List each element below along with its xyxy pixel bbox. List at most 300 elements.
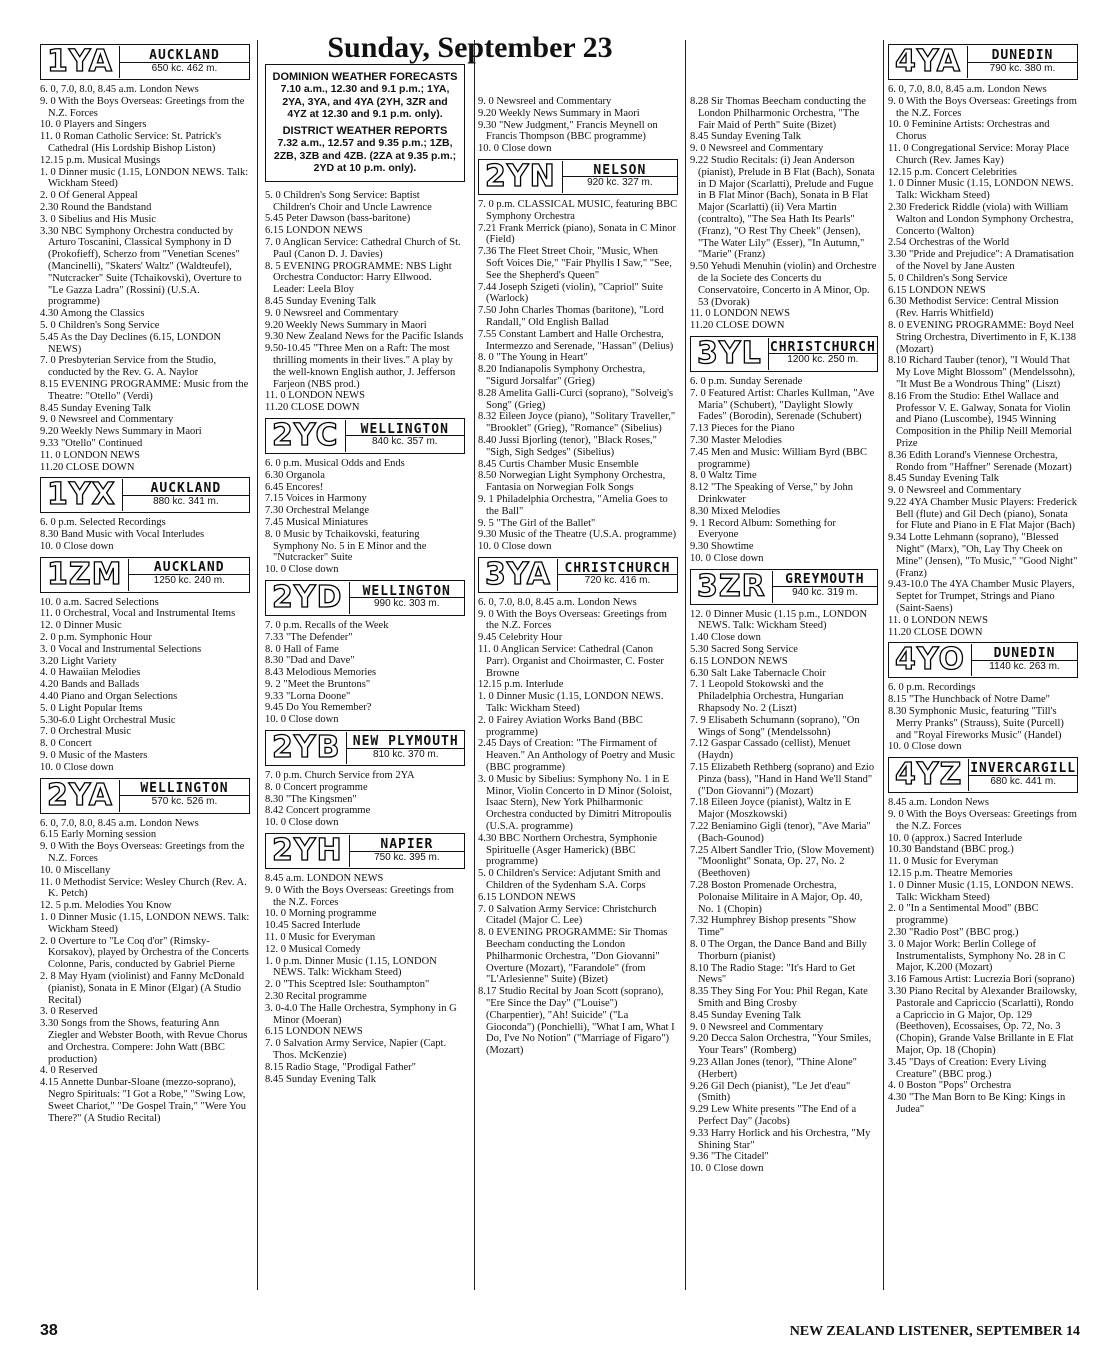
programme-entry: 8.50 Norwegian Light Symphony Orchestra, Fantasia on Norwegian Folk Songs [478,470,666,494]
programme-entry: 12. 0 Dinner Music [40,620,122,632]
programme-entry: 2. 0 Fairey Aviation Works Band (BBC programme) [478,714,643,738]
programme-entry: 10. 0 Close down [265,714,339,726]
programme-entry: 11. 0 LONDON NEWS [690,308,790,320]
station-city: WELLINGTON [346,424,464,437]
station-city: WELLINGTON [350,586,465,599]
station-frequency: 1140 kc. 263 m. [989,660,1060,672]
programme-list-2ya [40,818,250,1125]
programme-entry: 9.33 Harry Horlick and his Orchestra, "My Shining Star" [690,1127,871,1151]
station-city: INVERCARGILL [970,760,1077,776]
programme-entry: 8.20 Indianapolis Symphony Orchestra, "Sigurd Jorsalfar" (Grieg) [478,364,646,387]
programme-entry: 7. 9 Elisabeth Schumann (soprano), "On Wings of Song" (Mendelssohn) [690,714,860,738]
programme-entry: 7. 0 Salvation Army Service: Christchurch Citadel (Major C. Lee) [478,903,657,927]
station-city: NELSON [563,165,677,178]
programme-entry: 11. 0 Methodist Service: Wesley Church (Rev. A. K. Petch) [40,876,247,900]
programme-entry: 10. 0 Close down [690,1163,764,1175]
programme-entry: 8.45 Sunday Evening Talk [265,295,377,307]
station-frequency: 990 kc. 303 m. [373,598,440,610]
station-city: NAPIER [350,839,464,852]
programme-entry: 5. 0 Children's Song Service [888,272,1008,284]
programme-entry: 7.44 Joseph Szigeti (violin), "Capriol" Suite (Warlock) [478,281,664,305]
programme-entry: 8. 5 EVENING PROGRAMME: NBS Light Orchestra Conductor: Harry Ellwood. Leader: Leela Bloy [265,260,452,296]
programme-entry: 10. 0 Close down [888,741,962,753]
programme-entry: 6. 0 p.m. Musical Odds and Ends [265,457,405,469]
station-header-4ya [888,44,1078,80]
programme-entry: 8.43 Melodious Memories [265,667,377,679]
programme-entry: 7.30 Orchestral Melange [265,505,370,517]
programme-entry: 4.30 Among the Classics [40,308,145,320]
programme-entry: 9.26 Gil Dech (pianist), "Le Jet d'eau" (Smith) [690,1080,851,1104]
programme-entry: 12.15 p.m. Interlude [478,679,564,691]
programme-entry: 9. 0 Music of the Masters [40,750,148,762]
programme-entry: 3.30 NBC Symphony Orchestra conducted by Arturo Toscanini, Classical Symphony in D (Prokofieff), Scherzo from "Venetian Scenes" (Mancinelli), "Skaters' Waltz" (Waldteufel), "Nutcracker" Suite (Tchaikovski), Overture to "Le Gazza Ladra" (Rossini) (U.S.A. programme) [40,225,242,308]
programme-entry: 11. 0 Anglican Service: Cathedral (Canon Parr). Organist and Choirmaster, C. Foster Browne [478,644,664,679]
programme-entry: 9. 1 Philadelphia Orchestra, "Amelia Goes to the Ball" [478,493,668,517]
station-call: 2YD [266,582,350,614]
programme-entry: 8.16 From the Studio: Ethel Wallace and Professor V. E. Galway, Sonata for Violin and Piano (Luscombe), 1945 Winning Composition in the Philip Neill Memorial Prize [888,390,1072,449]
station-frequency: 940 kc. 319 m. [792,587,858,599]
station-city: DUNEDIN [972,648,1077,661]
programme-entry: 8.45 Sunday Evening Talk [888,473,1000,485]
station-header-3zr [690,569,878,605]
station-header-2ya [40,778,250,814]
programme-entry: 7.45 Musical Miniatures [265,516,368,528]
programme-entry: 9. 0 Newsreel and Commentary [478,96,612,107]
station-call: 1ZM [41,559,129,591]
programme-entry: 7.32 Humphrey Bishop presents "Show Time" [690,915,857,939]
programme-entry: 7. 0 Featured Artist: Charles Kullman, "Ave Maria" (Schubert), "Daylight Slowly Fades" (Borodin), Serenade (Schubert) [690,387,875,423]
programme-entry: 6. 0, 7.0, 8.0, 8.45 a.m. London News [40,817,199,829]
programme-entry: 9.34 Lotte Lehmann (soprano), "Blessed Night" (Marx), "Oh, Lay Thy Cheek on Mine" (Jensen), "To Music," "Good Night" (Franz) [888,532,1078,579]
programme-list-2yd [265,620,465,726]
programme-entry: 8. 0 Waltz Time [690,470,757,482]
programme-entry: 10. 0 Players and Singers [40,119,147,131]
newspaper-page [40,31,1080,1339]
programme-entry: 8.30 Symphonic Music, featuring "Till's Merry Pranks" (Strauss), Suite (Purcell) and "Royal Fireworks Music" (Handel) [888,706,1064,741]
station-header-1ya [40,44,250,80]
programme-entry: 11.20 CLOSE DOWN [888,626,983,638]
programme-entry: 12.15 p.m. Musical Musings [40,154,161,166]
programme-entry: 8.15 "The Hunchback of Notre Dame" [888,694,1050,706]
column-1 [40,40,250,1124]
programme-entry: 2. 0 p.m. Symphonic Hour [40,632,152,644]
station-frequency: 680 kc. 441 m. [990,775,1056,787]
programme-entry: 3. 0 Sibelius and His Music [40,213,157,225]
programme-entry: 11. 0 Orchestral, Vocal and Instrumental Items [40,608,236,620]
programme-entry: 9. 0 With the Boys Overseas: Greetings from the N.Z. Forces [265,884,454,908]
programme-entry: 3.30 "Pride and Prejudice": A Dramatisation of the Novel by Jane Austen [888,249,1074,272]
column-rule [883,40,884,1290]
programme-entry: 8.45 Sunday Evening Talk [40,402,152,414]
programme-entry: 2. 8 May Hyam (violinist) and Fanny McDonald (pianist), Sonata in E Minor (Elgar) (A Studio Recital) [40,971,245,1006]
programme-entry: 3. 0 Major Work: Berlin College of Instrumentalists, Symphony No. 28 in C Major, K.200 (Mozart) [888,938,1066,974]
programme-entry: 10.30 Bandstand (BBC prog.) [888,844,1014,856]
programme-entry: 9. 2 "Meet the Bruntons" [265,678,371,690]
station-header-2yn [478,159,678,195]
programme-entry: 7.21 Frank Merrick (piano), Sonata in C Minor (Field) [478,222,677,246]
programme-entry: 7.55 Constant Lambert and Halle Orchestra, Intermezzo and Serenade, "Hassan" (Delius) [478,328,674,352]
station-call: 3YL [691,338,769,370]
programme-entry: 8.28 Sir Thomas Beecham conducting the London Philharmonic Orchestra, "The Fair Maid of Perth" Suite (Bizet) [690,96,866,131]
programme-entry: 8. 0 Concert programme [265,781,368,793]
programme-entry: 4.40 Piano and Organ Selections [40,691,178,703]
programme-entry: 6. 0, 7.0, 8.0, 8.45 a.m. London News [40,84,199,95]
programme-entry: 7. 0 Presbyterian Service from the Studio, conducted by the Rev. G. A. Naylor [40,355,217,379]
programme-entry: 10. 0 Close down [478,541,552,553]
station-frequency: 880 kc. 341 m. [153,495,219,507]
station-header-2yc [265,418,465,454]
programme-list-1ya [40,84,250,473]
column-rule [257,40,258,1290]
programme-entry: 1.40 Close down [690,632,761,644]
station-call: 1YX [41,479,123,511]
programme-entry: 7.22 Beniamino Gigli (tenor), "Ave Maria" (Bach-Gounod) [690,821,871,844]
programme-entry: 4. 0 Hawaiian Melodies [40,667,141,679]
programme-entry: 7. 0 Anglican Service: Cathedral Church of St. Paul (Canon D. J. Davies) [265,236,461,260]
programme-entry: 7.36 The Fleet Street Choir, "Music, When Soft Voices Die," "Fair Phyllis I Saw," "See, See the Shepherd's Queen" [478,246,672,281]
programme-entry: 6.15 LONDON NEWS [888,284,986,296]
station-call: 4YA [889,46,968,78]
programme-entry: 10. 0 (approx.) Sacred Interlude [888,832,1023,844]
programme-entry: 10. 0 Morning programme [265,908,377,920]
programme-entry: 6.15 LONDON NEWS [265,225,363,237]
station-frequency: 1250 kc. 240 m. [153,575,225,587]
station-city: WELLINGTON [120,783,249,796]
programme-entry: 8.15 Radio Stage, "Prodigal Father" [265,1061,416,1073]
programme-entry: 5. 0 Children's Service: Adjutant Smith and Children of the Sydenham S.A. Corps [478,868,661,892]
programme-entry: 2.30 "Radio Post" (BBC prog.) [888,927,1019,938]
publication-footer: NEW ZEALAND LISTENER, SEPTEMBER 14 [789,1324,1080,1339]
station-frequency: 750 kc. 395 m. [374,851,440,863]
station-call: 2YN [479,161,563,193]
programme-entry: 3. 0 Reserved [40,1006,98,1018]
programme-entry: 6. 0 p.m. Sunday Serenade [690,375,803,387]
programme-list-2yb [265,770,465,829]
programme-entry: 7. 0 p.m. CLASSICAL MUSIC, featuring BBC Symphony Orchestra [478,198,678,222]
programme-list-1yx [40,517,250,552]
station-call: 2YC [266,420,346,452]
programme-entry: 11.20 CLOSE DOWN [265,402,360,414]
programme-entry: 10. 0 Close down [40,540,114,552]
station-city: CHRISTCHURCH [558,563,677,576]
programme-entry: 2. 0 Of General Appeal [40,190,138,202]
programme-entry: 8.30 "The Kingsmen" [265,793,357,805]
station-header-2yh [265,833,465,869]
programme-entry: 9.20 Decca Salon Orchestra, "Your Smiles, Your Tears" (Romberg) [690,1033,872,1057]
programme-entry: 7. 1 Leopold Stokowski and the Philadelphia Orchestra, Hungarian Rhapsody No. 2 (Liszt) [690,679,844,715]
programme-entry: 5. 0 Light Popular Items [40,702,143,714]
programme-entry: 11. 0 Congregational Service: Moray Place Church (Rev. James Kay) [888,142,1069,166]
programme-list-4yo [888,682,1078,753]
programme-entry: 6.15 LONDON NEWS [265,1026,363,1038]
programme-entry: 8. 0 The Organ, the Dance Band and Billy Thorburn (pianist) [690,939,867,962]
programme-entry: 7.12 Gaspar Cassado (cellist), Menuet (Haydn) [690,738,851,762]
programme-entry: 3.20 Light Variety [40,655,117,667]
programme-entry: 5.30-6.0 Light Orchestral Music [40,714,176,726]
programme-entry: 7.13 Pieces for the Piano [690,423,795,435]
programme-entry: 6.30 Organola [265,469,325,481]
programme-entry: 8.30 Band Music with Vocal Interludes [40,529,205,541]
programme-entry: 6.30 Methodist Service: Central Mission (Rev. Harris Whitfield) [888,296,1059,320]
programme-entry: 2. 0 "This Sceptred Isle: Southampton" [265,979,430,991]
programme-entry: 3.45 "Days of Creation: Every Living Creature" (BBC prog.) [888,1056,1047,1080]
programme-entry: 6. 0 p.m. Selected Recordings [40,517,166,529]
programme-entry: 2.30 Frederick Riddle (viola) with William Walton and London Symphony Orchestra, Concerto (Walton) [888,201,1074,237]
programme-entry: 5.30 Sacred Song Service [690,644,798,656]
programme-entry: 7.18 Eileen Joyce (pianist), Waltz in E Major (Moszkowski) [690,797,852,821]
programme-entry: 6.15 LONDON NEWS [690,655,788,667]
programme-list-4yz [888,797,1078,1116]
programme-entry: 7.25 Albert Sandler Trio, (Slow Movement) "Moonlight" Sonata, Op. 27, No. 2 (Beethoven) [690,844,875,880]
programme-entry: 11.20 CLOSE DOWN [40,461,135,473]
programme-entry: 10. 0 Close down [478,143,552,155]
programme-entry: 9.23 Allan Jones (tenor), "Thine Alone" (Herbert) [690,1056,857,1080]
programme-entry: 10.45 Sacred Interlude [265,920,361,932]
programme-entry: 9.50 Yehudi Menuhin (violin) and Orchestre de la Societe des Concerts du Conservatoire, Concerto in A Minor, Op. 53 (Dvorak) [690,261,877,308]
programme-entry: 12.15 p.m. Concert Celebrities [888,166,1017,178]
programme-entry: 9. 1 Record Album: Something for Everyone [690,517,836,541]
programme-entry: 9.22 4YA Chamber Music Players: Frederick Bell (flute) and Gil Dech (piano), Sonata for Flute and Piano in E Flat Major (Bach) [888,496,1077,532]
programme-entry: 7.45 Men and Music: William Byrd (BBC programme) [690,446,868,470]
station-city: AUCKLAND [123,483,249,496]
programme-entry: 8.42 Concert programme [265,805,371,817]
programme-entry: 9. 0 Newsreel and Commentary [690,1021,824,1033]
programme-entry: 6. 0, 7.0, 8.0, 8.45 a.m. London News [478,596,637,608]
programme-entry: 11. 0 Roman Catholic Service: St. Patrick's Cathedral (His Lordship Bishop Liston) [40,131,222,154]
page-number: 38 [40,1322,58,1339]
programme-entry: 7.28 Boston Promenade Orchestra, Polonaise Militaire in A Major, Op. 40, No. 1 (Chopin) [690,880,863,915]
programme-entry: 9.29 Lew White presents "The End of a Perfect Day" (Jacobs) [690,1104,857,1127]
programme-entry: 1. 0 Dinner Music (1.15, LONDON NEWS. Talk: Wickham Steed) [888,879,1074,903]
weather-box [265,64,465,182]
programme-entry: 11. 0 LONDON NEWS [888,614,988,626]
programme-entry: 2.30 Round the Bandstand [40,201,152,213]
programme-entry: 9.22 Studio Recitals: (i) Jean Anderson (pianist), Prelude in B Flat (Bach), Sonata in D Major (Scarlatti), Prelude and Fugue in B Flat Minor (Bach), Sonata in B Flat Major (Scarlatti) (ii) Vera Martin (contralto), "The Sea Hath Its Pearls" (Franz), "O Rest Thy Cheek" (Jensen), "The Water Lily" (Esser), "In Autumn," "Marie" (Franz) [690,154,875,261]
programme-entry: 11. 0 Music for Everyman [265,932,376,944]
programme-entry: 10. 0 Close down [40,761,114,773]
station-frequency: 720 kc. 416 m. [584,575,651,587]
station-call: 2YB [266,732,347,764]
programme-entry: 3. 0-4.0 The Halle Orchestra, Symphony in G Minor (Moeran) [265,1002,457,1026]
programme-entry: 9. 0 With the Boys Overseas: Greetings from the N.Z. Forces [888,809,1077,832]
programme-entry: 8.30 "Dad and Dave" [265,655,355,667]
station-city: CHRISTCHURCH [769,339,876,355]
station-header-3yl [690,336,878,372]
programme-entry: 6.15 Early Morning session [40,829,157,841]
column-3 [478,96,678,1057]
programme-entry: 2.45 Days of Creation: "The Firmament of Heaven." An Anthology of Poetry and Music (BBC programme) [478,738,675,774]
station-call: 2YA [41,780,120,812]
programme-entry: 9.43-10.0 The 4YA Chamber Music Players, Septet for Trumpet, Strings and Piano (Saint-Saens) [888,579,1075,615]
programme-entry: 6.45 Encores! [265,481,324,493]
programme-entry: 10. 0 Feminine Artists: Orchestras and Chorus [888,119,1050,143]
station-call: 4YZ [889,759,969,791]
station-frequency: 920 kc. 327 m. [587,177,653,189]
station-city: AUCKLAND [129,562,249,575]
programme-entry: 4.15 Annette Dunbar-Sloane (mezzo-soprano), Negro Spirituals: "I Got a Robe," "Swing Low, Sweet Chariot," "De Gospel Train," "Were You There?" (A Studio Recital) [40,1077,246,1124]
programme-entry: 11. 0 LONDON NEWS [40,449,140,461]
programme-list-2yh [265,873,465,1085]
programme-list-3ya-continued [690,96,878,332]
programme-entry: 12.15 p.m. Theatre Memories [888,868,1013,880]
programme-entry: 8. 0 EVENING PROGRAMME: Sir Thomas Beecham conducting the London Philharmonic Orchestra, "Don Giovanni" Overture (Mozart), "Farandole" (from "L'Arlesienne" Suite) (Bizet) [478,927,668,986]
station-frequency: 650 kc. 462 m. [151,62,218,74]
station-city: AUCKLAND [120,50,249,63]
programme-entry: 9.30 Showtime [690,541,754,553]
programme-entry: 8. 0 Concert [40,738,92,750]
programme-entry: 11.20 CLOSE DOWN [690,320,785,332]
programme-list-2yn [478,199,678,553]
programme-entry: 8.35 They Sing For You: Phil Regan, Kate Smith and Bing Crosby [690,986,868,1009]
programme-entry: 8.45 Curtis Chamber Music Ensemble [478,458,639,470]
programme-entry: 3. 0 Music by Sibelius: Symphony No. 1 in E Minor, Violin Concerto in D Minor (Soloist, Isaac Stern), New York Philharmonic Orchestra conducted by Dimitri Mitropoulis (U.S.A. programme) [478,773,673,833]
station-city: GREYMOUTH [773,574,877,587]
programme-entry: 7.15 Voices in Harmony [265,493,367,505]
station-header-2yd [265,580,465,616]
station-call: 4YO [889,644,972,676]
programme-entry: 6. 0 p.m. Recordings [888,682,976,694]
programme-entry: 9.45 Do You Remember? [265,702,372,714]
programme-entry: 10. 0 Close down [265,817,339,829]
programme-list-2ya-continued [265,190,465,414]
programme-entry: 8.45 Sunday Evening Talk [690,131,802,143]
weather-report-text: 7.32 a.m., 12.57 and 9.35 p.m.; 1ZB, 2ZB, 3ZB and 4ZB. (2ZA at 9.35 p.m.; 2YD at 10 p.m. only). [273,137,457,175]
programme-entry: 8.30 Mixed Melodies [690,505,781,517]
station-frequency: 840 kc. 357 m. [371,436,438,448]
programme-entry: 7.50 John Charles Thomas (baritone), "Lord Randall," Old English Ballad [478,305,664,328]
programme-entry: 8. 0 "The Young in Heart" [478,352,588,364]
programme-entry: 12. 5 p.m. Melodies You Know [40,900,172,912]
programme-entry: 9.36 "The Citadel" [690,1151,769,1163]
station-call: 3YA [479,559,558,591]
column-4 [690,96,878,1175]
programme-entry: 7.30 Master Melodies [690,434,782,446]
programme-entry: 8.32 Eileen Joyce (piano), "Solitary Traveller," "Brooklet" (Grieg), "Romance" (Sibelius) [478,411,676,435]
programme-entry: 7.15 Elizabeth Rethberg (soprano) and Ezio Pinza (bass), "Hand in Hand We'll Stand" ("Don Giovanni") (Mozart) [690,762,875,797]
programme-entry: 9. 0 With the Boys Overseas: Greetings from the N.Z. Forces [40,841,245,865]
programme-entry: 2. 0 "In a Sentimental Mood" (BBC programme) [888,903,1039,927]
programme-entry: 6.30 Salt Lake Tabernacle Choir [690,667,826,679]
programme-entry: 9. 0 With the Boys Overseas: Greetings from the N.Z. Forces [888,95,1077,119]
programme-entry: 4. 0 Reserved [40,1065,98,1077]
station-frequency: 570 kc. 526 m. [151,796,218,808]
station-call: 3ZR [691,571,773,603]
programme-entry: 9. 0 With the Boys Overseas: Greetings from the N.Z. Forces [478,608,667,632]
programme-entry: 9. 0 Newsreel and Commentary [265,307,399,319]
programme-entry: 8.10 Richard Tauber (tenor), "I Would That My Love Might Blossom" (Mendelssohn), "It Must Be a Wondrous Thing" (Liszt) [888,355,1075,390]
programme-entry: 2. 0 Overture to "Le Coq d'or" (Rimsky-Korsakov), played by Orchestra of the Concerts Colonne, Paris, conducted by Gabriel Pierne [40,935,249,971]
programme-entry: 5.45 Peter Dawson (bass-baritone) [265,213,411,225]
programme-entry: 1. 0 Dinner music (1.15, LONDON NEWS. Talk: Wickham Steed) [40,166,249,190]
programme-entry: 9. 0 Newsreel and Commentary [690,143,824,155]
programme-entry: 8.45 Sunday Evening Talk [265,1073,377,1085]
programme-entry: 9.33 "Lorna Doone" [265,690,351,702]
station-header-2yb [265,730,465,766]
programme-entry: 11. 0 Music for Everyman [888,856,999,868]
programme-entry: 7.33 "The Defender" [265,631,353,643]
programme-list-2yc [265,458,465,576]
programme-entry: 4.20 Bands and Ballads [40,679,140,691]
programme-entry: 12. 0 Dinner Music (1.15 p.m., LONDON NEWS. Talk: Wickham Steed) [690,608,868,632]
programme-entry: 9. 0 Newsreel and Commentary [888,485,1022,497]
programme-entry: 1. 0 Dinner Music (1.15, LONDON NEWS. Talk: Wickham Steed) [478,691,664,715]
programme-entry: 9.33 "Otello" Continued [40,437,143,449]
programme-entry: 10. 0 Close down [265,564,339,576]
station-header-3ya [478,557,678,593]
programme-list-3yl [690,376,878,565]
programme-entry: 9. 5 "The Girl of the Ballet" [478,517,596,529]
programme-entry: 9. 0 Newsreel and Commentary [40,414,174,426]
programme-entry: 10. 0 Miscellany [40,864,111,876]
programme-entry: 2.54 Orchestras of the World [888,237,1010,249]
station-call: 2YH [266,835,350,867]
programme-entry: 1. 0 p.m. Dinner Music (1.15, LONDON NEWS. Talk: Wickham Steed) [265,955,437,979]
weather-forecast-heading: DOMINION WEATHER FORECASTS [272,70,458,83]
station-header-4yz [888,757,1078,793]
programme-entry: 9.30 Music of the Theatre (U.S.A. programme) [478,529,677,541]
programme-entry: 11. 0 LONDON NEWS [265,390,365,402]
station-header-1yx [40,477,250,513]
programme-entry: 8.12 "The Speaking of Verse," by John Drinkwater [690,482,853,505]
programme-entry: 4.30 "The Man Born to Be King: Kings in Judea" [888,1092,1066,1115]
weather-forecast-text: 7.10 a.m., 12.30 and 9.1 p.m.; 1YA, 2YA, 3YA, and 4YA (2YH, 3ZR and 4YZ at 12.30 and 9.1 p.m. only). [280,83,450,121]
programme-entry: 3. 0 Vocal and Instrumental Selections [40,643,202,655]
programme-list-3zr [690,609,878,1175]
programme-entry: 9.20 Weekly News Summary in Maori [265,319,427,331]
programme-entry: 8.36 Edith Lorand's Viennese Orchestra, Rondo from "Haffner" Serenade (Mozart) [888,449,1072,473]
programme-entry: 8.45 a.m. London News [888,797,989,809]
programme-entry: 7. 0 Salvation Army Service, Napier (Capt. Thos. McKenzie) [265,1038,447,1062]
programme-entry: 8. 0 EVENING PROGRAMME: Boyd Neel String Orchestra, Divertimento in F, K.138 (Mozart) [888,319,1076,355]
programme-entry: 10. 0 a.m. Sacred Selections [40,596,159,608]
programme-entry: 9.30 "New Judgment," Francis Meynell on Francis Thompson (BBC programme) [478,119,658,143]
programme-entry: 5. 0 Children's Song Service [40,319,160,331]
programme-entry: 4. 0 Boston "Pops" Orchestra [888,1080,1012,1092]
station-city: NEW PLYMOUTH [347,736,464,749]
station-city: DUNEDIN [968,50,1077,63]
programme-entry: 7. 0 p.m. Recalls of the Week [265,619,389,631]
programme-entry: 5.45 As the Day Declines (6.15, LONDON NEWS) [40,331,222,355]
programme-entry: 2.30 Recital programme [265,991,367,1003]
programme-entry: 3.30 Piano Recital by Alexander Brailowsky, Pastorale and Capriccio (Scarlatti), Rondo a Capriccio in G Major, Op. 129 (Beethoven), Ecossaises, Op. 72, No. 3 (Chopin), Grande Valse Brillante in E Flat Major, Op. 18 (Chopin) [888,985,1078,1056]
programme-entry: 9.50-10.45 "Three Men on a Raft: The most thrilling moments in their lives." A play by the well-known English author, J. Jefferson Farjeon (NBS prod.) [265,343,456,390]
programme-entry: 8.17 Studio Recital by Joan Scott (soprano), "Ere Since the Day" ("Louise") (Charpentier), "Ah! Suicide" ("La Gioconda") (Ponchielli), "What I am, What I Do, I've No Notion" ("Marriage of Figaro") (Mozart) [478,986,675,1057]
station-frequency: 790 kc. 380 m. [989,62,1056,74]
programme-entry: 5. 0 Children's Song Service: Baptist Children's Choir and Uncle Lawrence [265,189,432,213]
programme-entry: 4.30 BBC Northern Orchestra, Symphonie Spirituelle (Asger Hamerick) (BBC programme) [478,832,658,868]
programme-entry: 8.40 Jussi Bjorling (tenor), "Black Roses," "Sigh, Sigh Sedges" (Sibelius) [478,434,657,458]
weather-report-heading: DISTRICT WEATHER REPORTS [282,124,448,137]
programme-entry: 8.45 Sunday Evening Talk [690,1009,802,1021]
programme-entry: 8. 0 Music by Tchaikovski, featuring Symphony No. 5 in E Minor and the "Nutcracker" Suite [265,528,427,564]
programme-entry: 6. 0, 7.0, 8.0, 8.45 a.m. London News [888,84,1047,95]
programme-entry: 3.16 Famous Artist: Lucrezia Bori (soprano) [888,974,1075,986]
programme-entry: 12. 0 Musical Comedy [265,943,361,955]
station-header-4yo [888,642,1078,678]
station-frequency: 810 kc. 370 m. [372,748,439,760]
programme-entry: 9. 0 With the Boys Overseas: Greetings from the N.Z. Forces [40,95,245,119]
programme-entry: 9.30 New Zealand News for the Pacific Islands [265,331,464,343]
programme-entry: 7. 0 p.m. Church Service from 2YA [265,770,415,782]
column-rule [685,40,686,1290]
programme-list-2yh-continued [478,96,678,155]
programme-entry: 8.45 a.m. LONDON NEWS [265,873,384,885]
programme-entry: 10. 0 Close down [690,552,764,564]
programme-entry: 9.20 Weekly News Summary in Maori [478,107,640,119]
programme-entry: 1. 0 Dinner Music (1.15, LONDON NEWS. Talk: Wickham Steed) [40,912,250,935]
programme-list-1zm [40,597,250,774]
station-call: 1YA [41,46,120,78]
